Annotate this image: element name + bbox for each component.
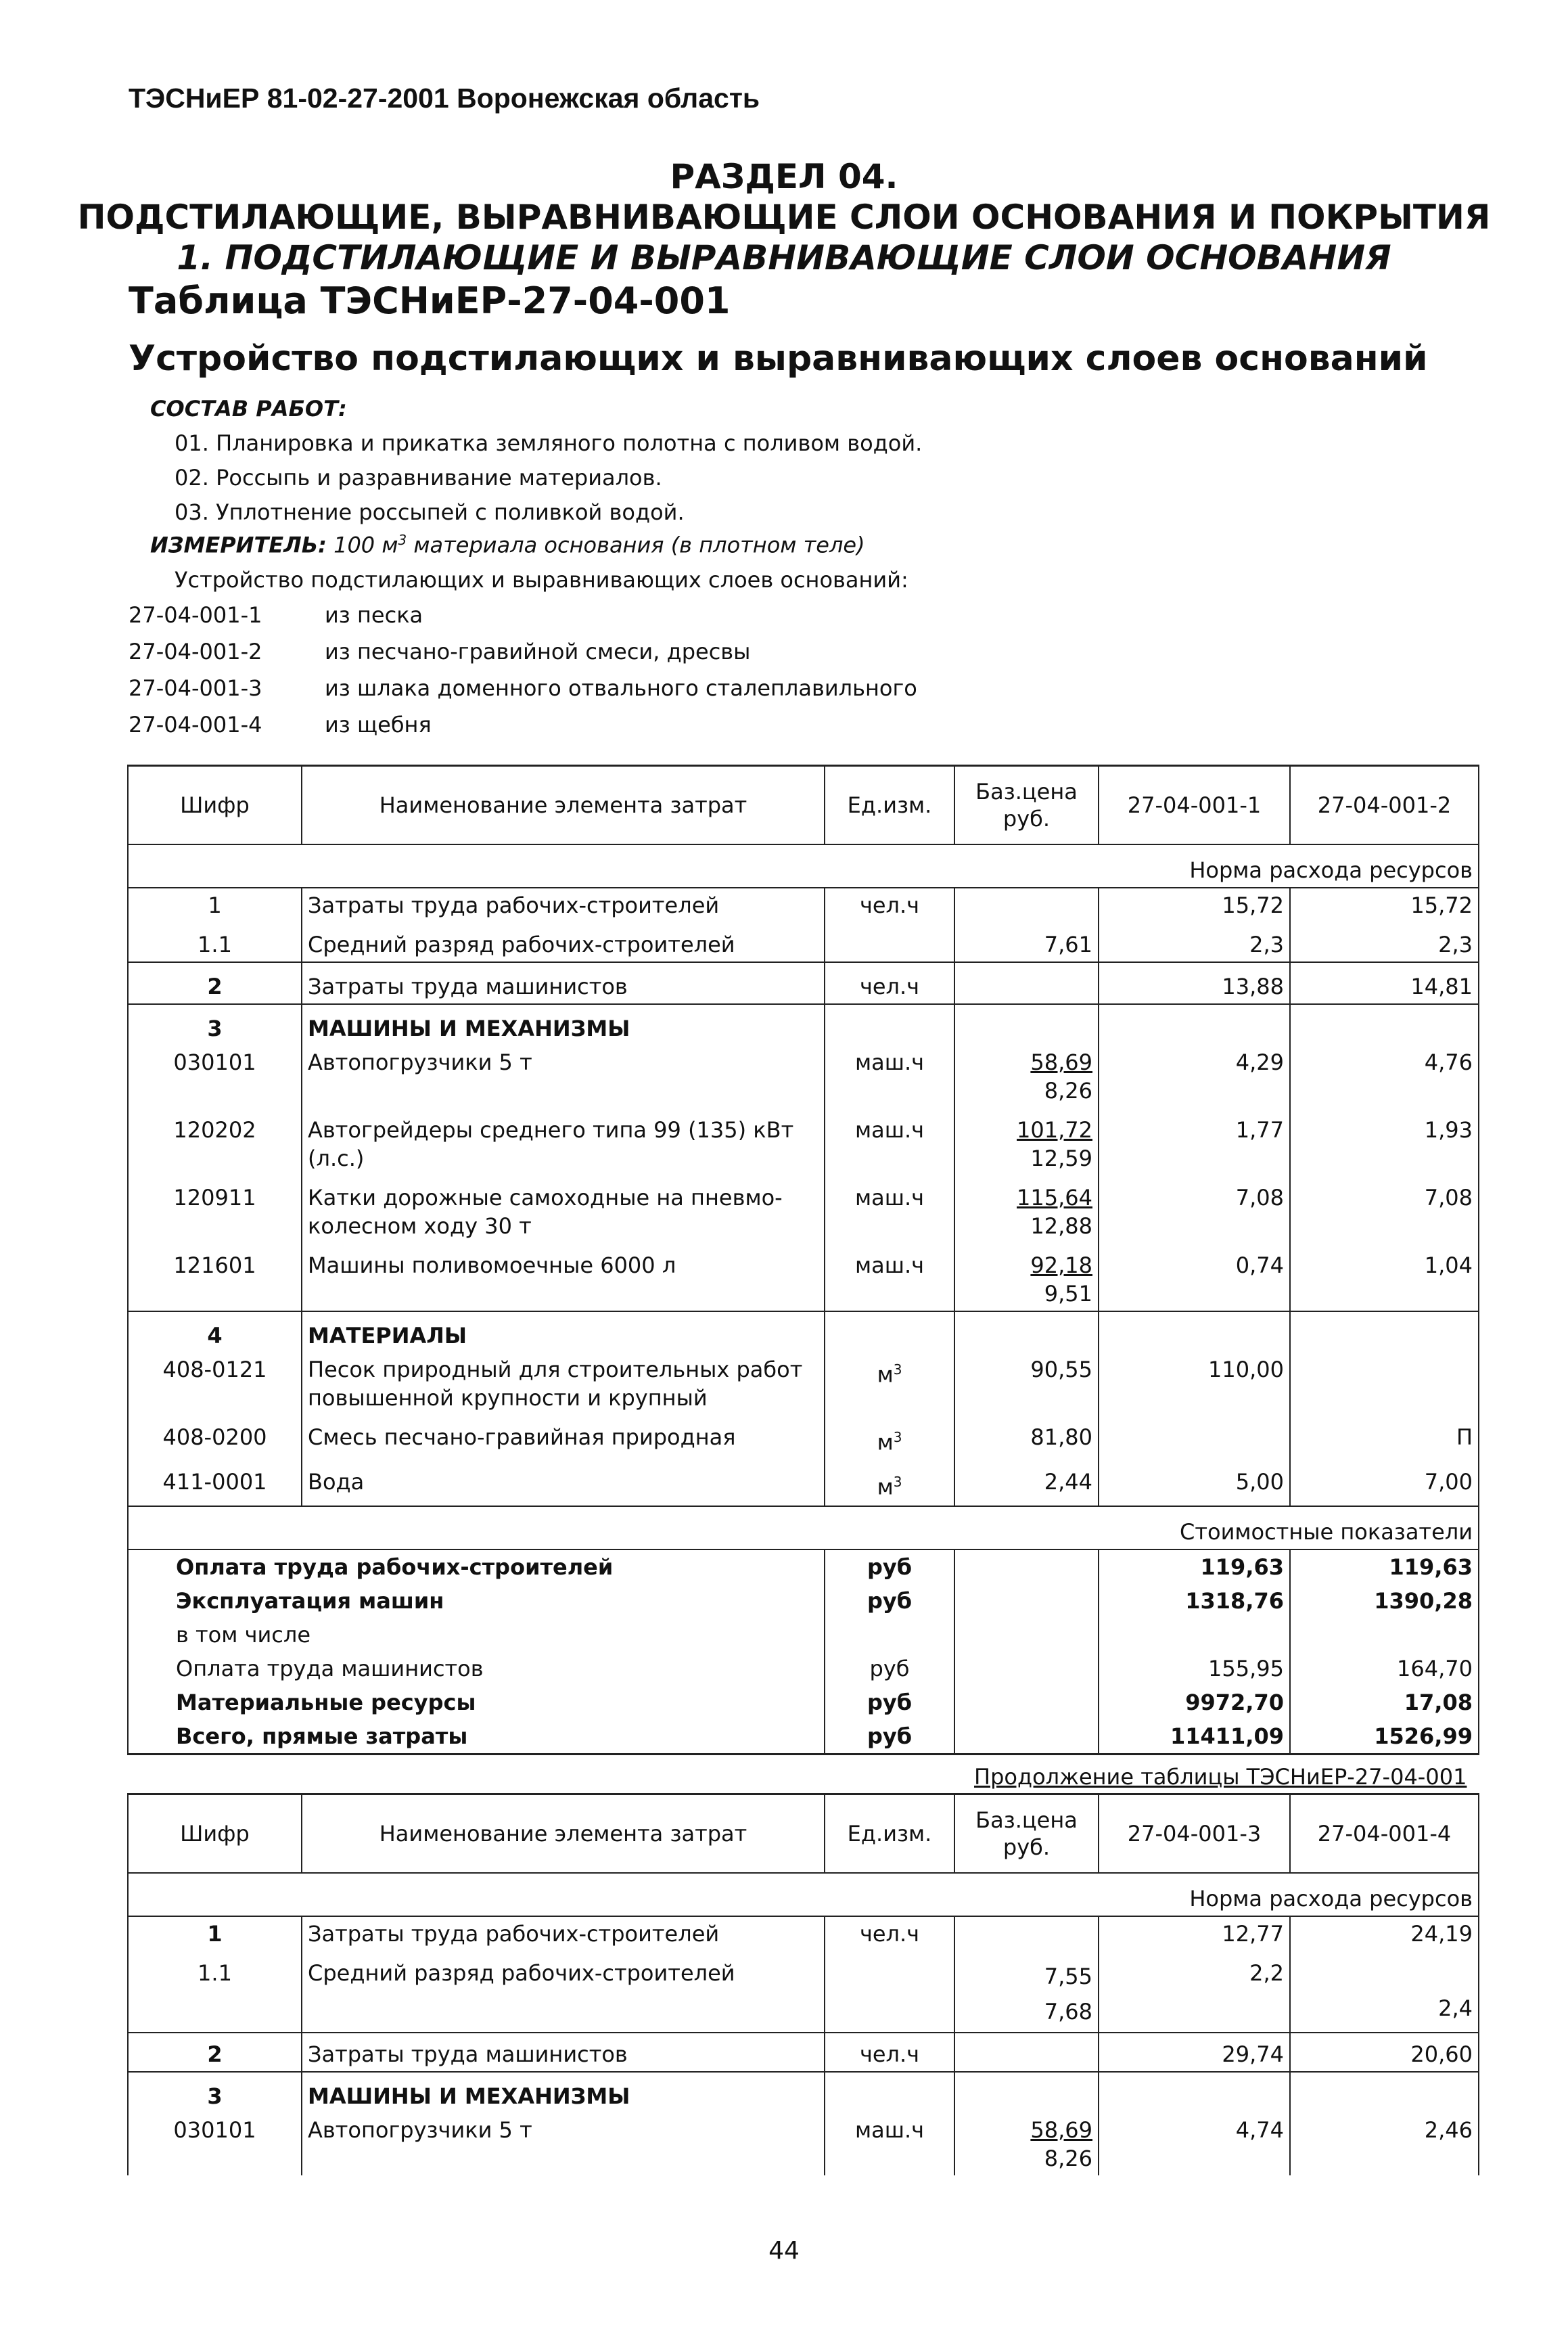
document-header: ТЭСНиЕР 81-02-27-2001 Воронежская область xyxy=(129,83,760,114)
cell-price: 81,80 xyxy=(954,1415,1099,1459)
norms-table-2 xyxy=(127,1793,1479,2175)
cell-value-2: 14,81 xyxy=(1290,962,1479,1004)
col-unit-header: Ед.изм. xyxy=(825,766,954,845)
cell-name: МАШИНЫ И МЕХАНИЗМЫ xyxy=(302,2072,825,2113)
cell-name-line-2: повышенной крупности и крупный xyxy=(308,1385,708,1411)
table-row xyxy=(128,888,1479,922)
cell-price xyxy=(954,1045,1099,1108)
col-price-header-1: Баз.цена xyxy=(975,779,1078,805)
table-row xyxy=(128,1108,1479,1175)
cell-code: 3 xyxy=(128,2072,302,2113)
col-code-header: Шифр xyxy=(128,766,302,845)
section-subtitle: ПОДСТИЛАЮЩИЕ, ВЫРАВНИВАЮЩИЕ СЛОИ ОСНОВАНИЯ И ПОКРЫТИЯ xyxy=(77,198,1491,237)
meter-text: 100 м xyxy=(333,532,398,558)
cell-value-2: 2,4 xyxy=(1290,1951,1479,2033)
col-price-header-1: Баз.цена xyxy=(975,1807,1078,1833)
cost-value-2: 1390,28 xyxy=(1290,1584,1479,1618)
price-labor: 12,88 xyxy=(1030,1213,1092,1239)
unit-sup: 3 xyxy=(893,1429,902,1445)
table-row xyxy=(128,1243,1479,1311)
price-total: 58,69 xyxy=(1030,2117,1092,2143)
meter-line xyxy=(150,532,865,558)
intro-text: Устройство подстилающих и выравнивающих слоев оснований: xyxy=(175,567,908,593)
cost-value-2: 1526,99 xyxy=(1290,1719,1479,1755)
band-row xyxy=(128,1506,1479,1549)
cell-name-line-1: Песок природный для строительных работ xyxy=(308,1357,803,1382)
cell-unit: маш.ч xyxy=(825,1243,954,1311)
cell-code: 3 xyxy=(128,1004,302,1045)
band-norm-label: Норма расхода ресурсов xyxy=(128,1873,1479,1916)
meter-sup: 3 xyxy=(398,532,407,548)
cell-code: 030101 xyxy=(128,1045,302,1108)
cell-code: 408-0200 xyxy=(128,1415,302,1459)
cell-name xyxy=(302,1108,825,1175)
cell-price xyxy=(954,888,1099,922)
table-row xyxy=(128,1415,1479,1459)
price-labor: 8,26 xyxy=(1044,1078,1092,1104)
cell-value-1: 2,3 xyxy=(1099,922,1290,962)
cell-price xyxy=(954,1951,1099,2033)
price-total: 115,64 xyxy=(1017,1185,1092,1210)
code-item: 27-04-001-2 xyxy=(129,639,262,664)
cost-unit: руб xyxy=(825,1549,954,1584)
col-price-header xyxy=(954,1794,1099,1874)
meter-text-2: материала основания (в плотном теле) xyxy=(407,532,865,558)
price-labor: 8,26 xyxy=(1044,2146,1092,2171)
cell-code: 1 xyxy=(128,1916,302,1951)
cell-value-2: 20,60 xyxy=(1290,2033,1479,2072)
cell-value-2: 2,46 xyxy=(1290,2113,1479,2175)
cell-code: 2 xyxy=(128,2033,302,2072)
cell-code: 2 xyxy=(128,962,302,1004)
table-row xyxy=(128,962,1479,1004)
cell-unit: чел.ч xyxy=(825,962,954,1004)
cell-unit xyxy=(825,1353,954,1415)
cell-value-2: 24,19 xyxy=(1290,1916,1479,1951)
cell-price: 7,61 xyxy=(954,922,1099,962)
cell-value-2: 1,04 xyxy=(1290,1243,1479,1311)
cell-name: Затраты труда рабочих-строителей xyxy=(302,888,825,922)
work-item: 03. Уплотнение россыпей с поливкой водой. xyxy=(175,499,685,525)
cell-price xyxy=(954,962,1099,1004)
cell-name: Затраты труда машинистов xyxy=(302,2033,825,2072)
section-part-title: 1. ПОДСТИЛАЮЩИЕ И ВЫРАВНИВАЮЩИЕ СЛОИ ОСНОВАНИЯ xyxy=(177,238,1391,277)
cell-code: 1.1 xyxy=(128,922,302,962)
band-row xyxy=(128,1873,1479,1916)
col-price-header-2: руб. xyxy=(1002,1834,1051,1860)
table-row xyxy=(128,1045,1479,1108)
col-norm-2-header: 27-04-001-2 xyxy=(1290,766,1479,845)
cell-code: 030101 xyxy=(128,2113,302,2175)
cell-value-2: 1,93 xyxy=(1290,1108,1479,1175)
cell-name: МАТЕРИАЛЫ xyxy=(302,1311,825,1353)
col-price-header xyxy=(954,766,1099,845)
col-norm-1-header: 27-04-001-1 xyxy=(1099,766,1290,845)
cell-code: 1.1 xyxy=(128,1951,302,2033)
cell-value-2: П xyxy=(1290,1415,1479,1459)
unit-sup: 3 xyxy=(893,1473,902,1490)
cell-value-1: 7,08 xyxy=(1099,1175,1290,1243)
unit-text: м xyxy=(877,1474,894,1500)
code-item: 27-04-001-3 xyxy=(129,675,262,701)
table-row xyxy=(128,922,1479,962)
cell-value-2: 2,3 xyxy=(1290,922,1479,962)
cell-name-line-2: (л.с.) xyxy=(308,1146,365,1171)
cell-unit: маш.ч xyxy=(825,1045,954,1108)
cost-row xyxy=(128,1549,1479,1584)
cell-value-1: 4,74 xyxy=(1099,2113,1290,2175)
cell-unit: чел.ч xyxy=(825,888,954,922)
unit-text: м xyxy=(877,1429,894,1455)
price-b: 7,68 xyxy=(1044,1999,1092,2024)
cell-unit: чел.ч xyxy=(825,1916,954,1951)
cell-name: Автопогрузчики 5 т xyxy=(302,1045,825,1108)
meter-label: ИЗМЕРИТЕЛЬ: xyxy=(150,532,327,558)
cell-name: Смесь песчано-гравийная природная xyxy=(302,1415,825,1459)
cell-code: 121601 xyxy=(128,1243,302,1311)
code-desc: из шлака доменного отвального сталеплавильного xyxy=(325,675,917,701)
cell-unit xyxy=(825,922,954,962)
price-a: 7,55 xyxy=(1044,1964,1092,1989)
price-total: 101,72 xyxy=(1017,1117,1092,1143)
col-unit-header: Ед.изм. xyxy=(825,1794,954,1874)
price-labor: 12,59 xyxy=(1030,1146,1092,1171)
table-row xyxy=(128,1175,1479,1243)
cell-unit: маш.ч xyxy=(825,1108,954,1175)
col-price-header-2: руб. xyxy=(1002,806,1051,832)
cost-unit: руб xyxy=(825,1584,954,1618)
cell-name xyxy=(302,1353,825,1415)
cost-value-1: 119,63 xyxy=(1099,1549,1290,1584)
cell-name: Средний разряд рабочих-строителей xyxy=(302,1951,825,2033)
section-title: РАЗДЕЛ 04. xyxy=(670,157,898,196)
table-header-row xyxy=(128,766,1479,845)
cost-value-2: 17,08 xyxy=(1290,1685,1479,1719)
cost-row xyxy=(128,1685,1479,1719)
table-row xyxy=(128,2113,1479,2175)
cell-unit xyxy=(825,1459,954,1506)
cell-name-line-1: Катки дорожные самоходные на пневмо- xyxy=(308,1185,783,1210)
cell-value-1: 110,00 xyxy=(1099,1353,1290,1415)
cell-unit: маш.ч xyxy=(825,2113,954,2175)
cell-unit xyxy=(825,1415,954,1459)
cost-name: Эксплуатация машин xyxy=(128,1584,825,1618)
work-item: 01. Планировка и прикатка земляного полотна с поливом водой. xyxy=(175,430,923,456)
cost-name: Всего, прямые затраты xyxy=(128,1719,825,1755)
code-item: 27-04-001-1 xyxy=(129,602,262,628)
code-desc: из щебня xyxy=(325,712,432,738)
cell-value-1: 13,88 xyxy=(1099,962,1290,1004)
cost-value-2: 119,63 xyxy=(1290,1549,1479,1584)
table-title: Таблица ТЭСНиЕР-27-04-001 xyxy=(129,279,731,322)
cell-value-1: 12,77 xyxy=(1099,1916,1290,1951)
table-row xyxy=(128,2072,1479,2113)
table-row xyxy=(128,1353,1479,1415)
cost-value-2: 164,70 xyxy=(1290,1652,1479,1685)
cell-name xyxy=(302,1175,825,1243)
unit-sup: 3 xyxy=(893,1361,902,1378)
cell-price: 2,44 xyxy=(954,1459,1099,1506)
cell-name-line-1: Автогрейдеры среднего типа 99 (135) кВт xyxy=(308,1117,794,1143)
table-row xyxy=(128,1916,1479,1951)
cost-value-1: 155,95 xyxy=(1099,1652,1290,1685)
cost-row xyxy=(128,1719,1479,1755)
price-total: 58,69 xyxy=(1030,1049,1092,1075)
continuation-note: Продолжение таблицы ТЭСНиЕР-27-04-001 xyxy=(974,1764,1467,1790)
cell-value-1: 1,77 xyxy=(1099,1108,1290,1175)
col-norm-4-header: 27-04-001-4 xyxy=(1290,1794,1479,1874)
cell-code: 411-0001 xyxy=(128,1459,302,1506)
work-composition-label: СОСТАВ РАБОТ: xyxy=(150,396,347,422)
table-row xyxy=(128,1951,1479,2033)
cell-value-2: 15,72 xyxy=(1290,888,1479,922)
table-row xyxy=(128,1459,1479,1506)
cell-value-1: 5,00 xyxy=(1099,1459,1290,1506)
cell-name: Вода xyxy=(302,1459,825,1506)
table-name: Устройство подстилающих и выравнивающих слоев оснований xyxy=(129,338,1428,379)
cell-price xyxy=(954,1175,1099,1243)
cost-value-1: 1318,76 xyxy=(1099,1584,1290,1618)
cell-price xyxy=(954,1108,1099,1175)
cell-value-2: 7,00 xyxy=(1290,1459,1479,1506)
code-desc: из песчано-гравийной смеси, дресвы xyxy=(325,639,751,664)
col-name-header: Наименование элемента затрат xyxy=(302,1794,825,1874)
table-row xyxy=(128,2033,1479,2072)
price-labor: 9,51 xyxy=(1044,1281,1092,1307)
band-cost-label: Стоимостные показатели xyxy=(128,1506,1479,1549)
cell-code: 120911 xyxy=(128,1175,302,1243)
price-total: 92,18 xyxy=(1030,1252,1092,1278)
cell-code: 120202 xyxy=(128,1108,302,1175)
table-row xyxy=(128,1311,1479,1353)
col-code-header: Шифр xyxy=(128,1794,302,1874)
cost-name: в том числе xyxy=(128,1618,825,1652)
cell-price: 90,55 xyxy=(954,1353,1099,1415)
table-row xyxy=(128,1004,1479,1045)
cell-code: 4 xyxy=(128,1311,302,1353)
cost-row xyxy=(128,1652,1479,1685)
col-norm-3-header: 27-04-001-3 xyxy=(1099,1794,1290,1874)
cost-name: Оплата труда рабочих-строителей xyxy=(128,1549,825,1584)
cell-value-2: 7,08 xyxy=(1290,1175,1479,1243)
cost-name: Оплата труда машинистов xyxy=(128,1652,825,1685)
cost-unit: руб xyxy=(825,1652,954,1685)
cell-code: 408-0121 xyxy=(128,1353,302,1415)
cell-value-1 xyxy=(1099,1415,1290,1459)
cell-value-1: 4,29 xyxy=(1099,1045,1290,1108)
cell-name: МАШИНЫ И МЕХАНИЗМЫ xyxy=(302,1004,825,1045)
cost-value-1: 9972,70 xyxy=(1099,1685,1290,1719)
cell-name: Затраты труда машинистов xyxy=(302,962,825,1004)
cell-value-1: 29,74 xyxy=(1099,2033,1290,2072)
cell-value-1: 2,2 xyxy=(1099,1951,1290,2033)
unit-text: м xyxy=(877,1361,894,1388)
cost-row xyxy=(128,1584,1479,1618)
work-item: 02. Россыпь и разравнивание материалов. xyxy=(175,465,662,491)
cell-unit: маш.ч xyxy=(825,1175,954,1243)
band-norm-label: Норма расхода ресурсов xyxy=(128,844,1479,888)
col-name-header: Наименование элемента затрат xyxy=(302,766,825,845)
cost-name: Материальные ресурсы xyxy=(128,1685,825,1719)
cell-name-line-2: колесном ходу 30 т xyxy=(308,1213,532,1239)
cost-unit: руб xyxy=(825,1685,954,1719)
cell-value-1: 0,74 xyxy=(1099,1243,1290,1311)
page-number: 44 xyxy=(768,2237,800,2265)
cell-price xyxy=(954,1243,1099,1311)
band-row xyxy=(128,844,1479,888)
cell-name: Машины поливомоечные 6000 л xyxy=(302,1243,825,1311)
cost-value-1: 11411,09 xyxy=(1099,1719,1290,1755)
cost-unit: руб xyxy=(825,1719,954,1755)
cell-price xyxy=(954,2113,1099,2175)
cell-unit: чел.ч xyxy=(825,2033,954,2072)
cell-name: Средний разряд рабочих-строителей xyxy=(302,922,825,962)
cost-row xyxy=(128,1618,1479,1652)
code-desc: из песка xyxy=(325,602,423,628)
cell-name: Затраты труда рабочих-строителей xyxy=(302,1916,825,1951)
cell-value-1: 15,72 xyxy=(1099,888,1290,922)
cell-name: Автопогрузчики 5 т xyxy=(302,2113,825,2175)
table-header-row xyxy=(128,1794,1479,1874)
norms-table-1 xyxy=(127,765,1479,1755)
cell-code: 1 xyxy=(128,888,302,922)
cell-value-2 xyxy=(1290,1353,1479,1415)
code-item: 27-04-001-4 xyxy=(129,712,262,738)
cell-value-2: 4,76 xyxy=(1290,1045,1479,1108)
